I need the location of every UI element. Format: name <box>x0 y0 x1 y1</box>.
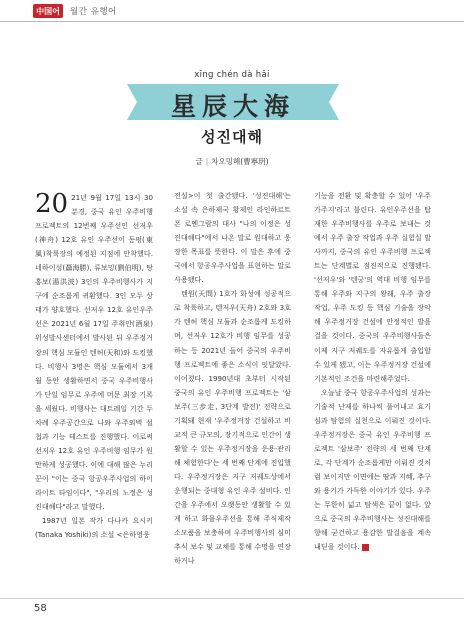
article-paragraph: 텐원(天問) 1호가 화성에 성공적으로 착륙하고, 텐저우(天舟) 2호와 3호가 텐허 핵심 모듈과 순조롭게 도킹하며, 선저우 12호가 비행 임무를 성공하는 등 2021년 들어 중국의 우주비행 프로젝트에 좋은 소식이 잇달았다. 이어졌다. 1990년대 초부터 시작된 중국의 유인 우주비행 프로젝트는 '삼보주(三步走, 3단계 발전)' 전략으로 기획돼 현재 '우주정거장 건설하고 비교적 큰 규모의, 장기적으로 인간이 생활할 수 있는 우주정거장을 운용·관리해 체험한다'는 세 번째 단계에 진입했다. 우주정거장은 지구 저궤도상에서 운행되는 중대형 유인 우주 설비다. 인간을 우주에서 오랫동안 생활할 수 있게 하고 화물우주선을 통해 주식제작 소모품을 보충하며 우주비행사의 심미 추식 보수 및 교체를 통해 수명을 연장하거나 <box>174 289 291 566</box>
header-divider <box>0 21 464 22</box>
korean-title: 성진대해 <box>201 128 263 146</box>
article-column-2 <box>174 189 291 568</box>
title-banner <box>127 84 339 120</box>
section-title: 월간 유행어 <box>70 7 117 17</box>
author-prefix: 글 <box>195 157 203 166</box>
article-column-1 <box>35 191 153 542</box>
page-header <box>0 0 464 22</box>
footer-divider <box>0 598 464 599</box>
article-paragraph: 전설>이 첫 출간됐다. '성진대해'는 소설 속 은하제국 황제인 라인하르트 폰 로엔그람의 대사 "나의 이정은 성진대해다"에서 나온 말로 원대하고 웅장한 목표를 뜻한다. 이 말은 후에 중국에서 항공우주사업을 표현하는 말로 사용됐다. <box>174 191 291 285</box>
article-column-3 <box>314 189 431 554</box>
drop-cap: 20 <box>35 189 69 219</box>
article-paragraph: 1987년 일본 작가 다나카 요시키(Tanaka Yoshiki)의 소설 <은하영웅 <box>35 516 153 540</box>
article-paragraph: 기능을 전환 및 확충할 수 있어 '우주가주지'라고 불린다. 유인우주선을 탑재한 우주비행사를 우주로 보내는 것에서 우주 출장 작업과 우주 실험실 발사까지, 중국의 유인 우주비행 프로젝트는 단계별로 점진적으로 진행됐다. '선저우'와 '텐궁'의 역대 비행 임무를 통해 우주와 지구의 왕래, 우주 출장 작업, 우주 도킹 등 핵심 기술을 장악해 우주정거장 건설에 안정적인 발을 걸을 것이다. 중국의 우주비행사들은 이제 지구 저궤도를 자유롭게 출입할 수 있게 됐고, 이는 우주정거장 건설에 기본적인 조건을 마련해주었다. <box>314 191 431 383</box>
page-number: 58 <box>34 603 47 614</box>
logo-korean-text: 어 <box>52 7 60 16</box>
magazine-logo <box>33 4 63 18</box>
author-name: 차오밍혜(曹寧玥) <box>211 157 269 166</box>
chinese-title: 星辰大海 <box>170 92 295 121</box>
author-line <box>0 156 464 167</box>
author-separator: | <box>205 157 209 166</box>
paragraph-text: 21년 9월 17일 13시 30분경, 중국 유인 우주비행 프로젝트의 12번째 우주선인 선저우(神舟) 12호 유인 우주선이 동펑(東風)착륙장의 예정된 지점에 안착했다. 네하이성(聶海勝), 류보밍(劉伯明), 탕홍보(湯洪波) 3인의 우주비행사가 지구에 순조롭게 귀환했다. 3인 모두 상태가 양호했다. 선저우 12호 유인우주선은 2021년 6월 17일 주취안(酒泉)위성발사센터에서 발사된 뒤 우주정거장의 핵심 모듈인 텐허(天和)와 도킹했다. 비행사 3명은 핵심 모듈에서 3개월 동안 생활하면서 중국 우주비행사가 단일 임무로 우주에 머문 최장 기록을 세웠다. 비행사는 대트레일 기간 두 차례 우주공간으로 나와 우주외벽 설첩과 기능 테스트를 진행했다. 이로써 선저우 12호 유인 우주비행 임무가 원만하게 성공했다. 이에 대해 많은 누리꾼이 "이는 중국 항공우주사업의 하이라이트 타임이다", "우리의 노정은 성진대해다"라고 말했다. <box>35 193 153 512</box>
logo-chinese-text: 中国 <box>36 6 53 16</box>
paragraph-text: 오늘날 중국 항공우주사업의 성과는 기술적 난제를 하나씩 풀어내고 효기심과 탐험의 실천으로 이뤄진 것이다. 우주정거장은 중국 유인 우주비행 프로젝트 '삼보주' 전략의 세 번째 단계로, 각 단계가 순조롭게만 이뤄진 것처럼 보이지만 이면에는 땀과 지혜, 추구와 용기가 가득한 이야기가 있다. 우주는 무한히 넓고 탐색은 끝이 없다. 앞으로 중국의 우주비행사는 성진대해를 향해 굳건하고 용감한 발걸음을 계속 내딛을 것이다. <box>314 387 431 552</box>
end-mark-icon <box>362 544 369 551</box>
pinyin-reading: xīng chén dà hǎi <box>194 70 270 80</box>
article-paragraph <box>35 191 153 514</box>
article-paragraph <box>314 386 431 555</box>
